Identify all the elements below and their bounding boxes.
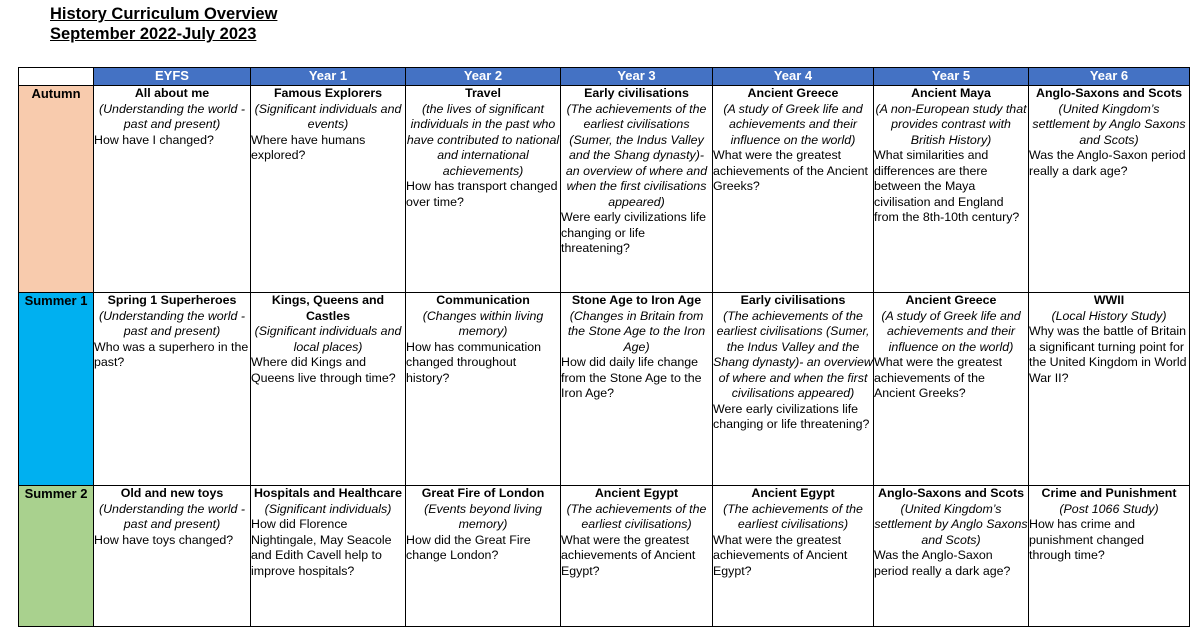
curriculum-cell xyxy=(94,293,251,486)
curriculum-cell xyxy=(561,486,713,627)
topic-title: Travel xyxy=(465,86,501,100)
topic-title: Ancient Greece xyxy=(747,86,839,100)
topic-description: (Changes in Britain from the Stone Age to the Iron Age) xyxy=(567,308,706,354)
topic-description: (Significant individuals and events) xyxy=(254,101,402,131)
enquiry-question: Where did Kings and Queens live through time? xyxy=(251,355,396,385)
curriculum-cell xyxy=(713,486,874,627)
topic-title: Ancient Egypt xyxy=(594,486,679,500)
column-header: Year 2 xyxy=(406,68,561,86)
enquiry-question: What were the greatest achievements of Ancient Egypt? xyxy=(561,532,696,578)
topic-description: (The achievements of the earliest civilisations) xyxy=(566,501,707,531)
topic-title: All about me xyxy=(134,86,210,100)
curriculum-table xyxy=(18,67,1190,627)
subtitle-line: September 2022-July 2023 xyxy=(50,25,257,43)
topic-title: Anglo-Saxons and Scots xyxy=(1036,86,1182,100)
topic-description: (A non-European study that provides contrast with British History) xyxy=(875,101,1027,147)
column-header: Year 1 xyxy=(251,68,406,86)
enquiry-question: Where have humans explored? xyxy=(251,132,366,162)
topic-description: (Post 1066 Study) xyxy=(1059,501,1159,516)
topic-title: Kings, Queens and Castles xyxy=(271,293,385,323)
topic-description: (Understanding the world - past and present) xyxy=(98,101,245,131)
topic-description: (Understanding the world - past and present) xyxy=(98,308,245,338)
column-header: Year 5 xyxy=(874,68,1029,86)
enquiry-question: How has crime and punishment changed through time? xyxy=(1029,517,1145,562)
topic-description: (United Kingdom’s settlement by Anglo Saxons and Scots) xyxy=(1032,101,1186,147)
column-header: Year 6 xyxy=(1029,68,1190,86)
curriculum-cell xyxy=(1029,86,1190,293)
topic-title: Great Fire of London xyxy=(421,486,545,500)
table-row xyxy=(19,86,1190,293)
title-line: History Curriculum Overview xyxy=(50,5,278,23)
curriculum-cell xyxy=(874,486,1029,627)
term-label: Autumn xyxy=(19,86,94,293)
enquiry-question: How has communication changed throughout history? xyxy=(406,339,541,385)
topic-description: (A study of Greek life and achievements and their influence on the world) xyxy=(881,308,1021,354)
header-row xyxy=(19,68,1190,86)
curriculum-cell xyxy=(713,86,874,293)
enquiry-question: How did Florence Nightingale, May Seacole and Edith Cavell help to improve hospitals? xyxy=(251,517,392,578)
topic-description: (A study of Greek life and achievements and their influence on the world) xyxy=(723,101,863,147)
topic-description: (Significant individuals) xyxy=(264,501,392,516)
term-label: Summer 2 xyxy=(19,486,94,627)
topic-description: (The achievements of the earliest civilisations) xyxy=(723,501,863,531)
term-label: Summer 1 xyxy=(19,293,94,486)
topic-description: (The achievements of the earliest civilisations (Sumer, the Indus Valley and the Shang dynasty)- an overview of where and when the first civilisations appeared) xyxy=(713,308,873,400)
enquiry-question: Was the Anglo-Saxon period really a dark age? xyxy=(874,548,1011,578)
curriculum-cell xyxy=(251,293,406,486)
enquiry-question: How did daily life change from the Stone Age to the Iron Age? xyxy=(561,355,702,400)
topic-description: (Local History Study) xyxy=(1051,308,1167,323)
topic-title: WWII xyxy=(1093,293,1125,307)
topic-title: Ancient Egypt xyxy=(751,486,835,500)
curriculum-cell xyxy=(406,486,561,627)
curriculum-cell xyxy=(874,86,1029,293)
column-header: EYFS xyxy=(94,68,251,86)
curriculum-cell xyxy=(251,486,406,627)
corner-cell xyxy=(19,68,94,86)
curriculum-cell xyxy=(406,293,561,486)
curriculum-cell xyxy=(94,86,251,293)
topic-title: Early civilisations xyxy=(740,293,846,307)
topic-title: Ancient Greece xyxy=(905,293,997,307)
enquiry-question: What were the greatest achievements of the Ancient Greeks? xyxy=(713,148,868,193)
topic-title: Famous Explorers xyxy=(273,86,383,100)
enquiry-question: What similarities and differences are there between the Maya civilisation and England from the 8th-10th century? xyxy=(874,148,1020,224)
column-header: Year 3 xyxy=(561,68,713,86)
topic-title: Ancient Maya xyxy=(911,86,991,100)
curriculum-cell xyxy=(94,486,251,627)
topic-description: (Understanding the world - past and present) xyxy=(98,501,245,531)
enquiry-question: What were the greatest achievements of Ancient Egypt? xyxy=(713,532,848,578)
enquiry-question: How has transport changed over time? xyxy=(406,179,558,209)
topic-title: Spring 1 Superheroes xyxy=(107,293,237,307)
topic-title: Early civilisations xyxy=(584,86,689,100)
column-header: Year 4 xyxy=(713,68,874,86)
enquiry-question: Were early civilizations life changing or life threatening? xyxy=(561,210,707,255)
topic-description: (Events beyond living memory) xyxy=(424,501,542,531)
curriculum-cell xyxy=(713,293,874,486)
curriculum-cell xyxy=(251,86,406,293)
topic-title: Hospitals and Healthcare xyxy=(253,486,403,500)
topic-description: (Changes within living memory) xyxy=(422,308,544,338)
curriculum-cell xyxy=(561,293,713,486)
curriculum-cell xyxy=(1029,293,1190,486)
topic-title: Old and new toys xyxy=(120,486,224,500)
topic-title: Stone Age to Iron Age xyxy=(571,293,702,307)
topic-title: Crime and Punishment xyxy=(1041,486,1177,500)
topic-description: (The achievements of the earliest civilisations (Sumer, the Indus Valley and the Shang dynasty)- an overview of where and when the first civilisations appeared) xyxy=(565,101,708,209)
table-row xyxy=(19,486,1190,627)
topic-title: Anglo-Saxons and Scots xyxy=(878,486,1024,500)
enquiry-question: Who was a superhero in the past? xyxy=(94,339,249,369)
enquiry-question: Were early civilizations life changing or life threatening? xyxy=(713,401,870,431)
enquiry-question: Was the Anglo-Saxon period really a dark age? xyxy=(1029,148,1186,178)
enquiry-question: How did the Great Fire change London? xyxy=(406,532,531,562)
curriculum-cell xyxy=(874,293,1029,486)
enquiry-question: Why was the battle of Britain a significant turning point for the United Kingdom in World War II? xyxy=(1029,324,1187,385)
curriculum-cell xyxy=(1029,486,1190,627)
curriculum-cell xyxy=(406,86,561,293)
topic-description: (Significant individuals and local places) xyxy=(254,324,402,354)
enquiry-question: How have toys changed? xyxy=(94,532,234,547)
topic-description: (United Kingdom’s settlement by Anglo Saxons and Scots) xyxy=(874,501,1028,547)
table-row xyxy=(19,293,1190,486)
enquiry-question: What were the greatest achievements of the Ancient Greeks? xyxy=(874,355,1003,400)
topic-title: Communication xyxy=(436,293,530,307)
document-title xyxy=(50,4,277,44)
curriculum-cell xyxy=(561,86,713,293)
enquiry-question: How have I changed? xyxy=(94,132,214,147)
topic-description: (the lives of significant individuals in the past who have contributed to national and international achievements) xyxy=(406,101,560,178)
